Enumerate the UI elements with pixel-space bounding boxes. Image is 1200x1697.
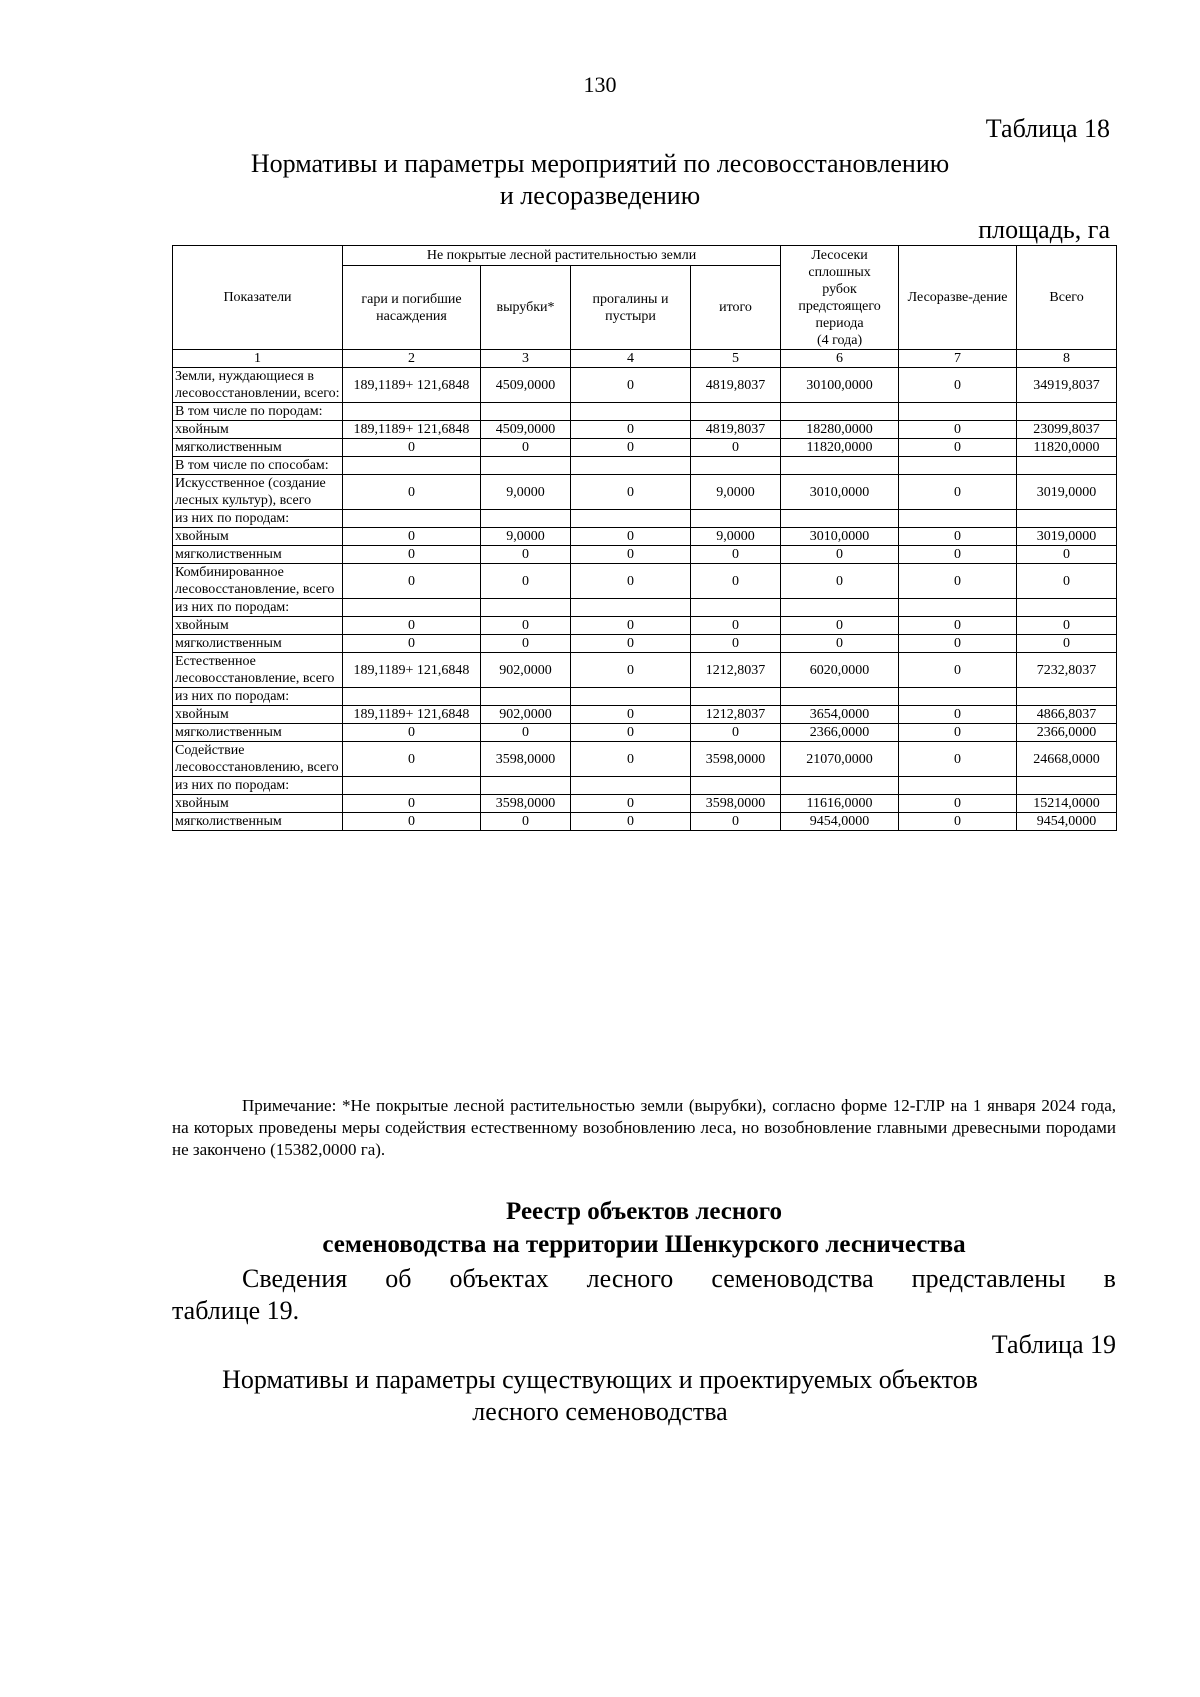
cell-c3: 0 bbox=[481, 724, 571, 742]
registry-paragraph bbox=[172, 1263, 1116, 1327]
row-label: из них по породам: bbox=[173, 688, 343, 706]
cell-c6: 0 bbox=[781, 635, 899, 653]
cell-c5: 0 bbox=[691, 564, 781, 599]
cell-c4: 0 bbox=[571, 528, 691, 546]
registry-heading bbox=[172, 1195, 1116, 1261]
cell-c5: 0 bbox=[691, 813, 781, 831]
cell-c6 bbox=[781, 599, 899, 617]
cell-c2 bbox=[343, 777, 481, 795]
cell-c7: 0 bbox=[899, 546, 1017, 564]
cell-c2: 189,1189+ 121,6848 bbox=[343, 653, 481, 688]
cell-c4 bbox=[571, 457, 691, 475]
registry-word: лесного bbox=[586, 1264, 674, 1293]
cell-c7: 0 bbox=[899, 795, 1017, 813]
table-row bbox=[173, 635, 1117, 653]
cell-c2: 0 bbox=[343, 564, 481, 599]
row-label: хвойным bbox=[173, 528, 343, 546]
row-label: хвойным bbox=[173, 706, 343, 724]
cell-c4: 0 bbox=[571, 813, 691, 831]
registry-word: в bbox=[1103, 1264, 1116, 1293]
table-row bbox=[173, 599, 1117, 617]
page-number: 130 bbox=[583, 72, 617, 97]
cell-c2: 0 bbox=[343, 742, 481, 777]
table-18 bbox=[172, 245, 1117, 831]
header-col6-line4: предстоящего bbox=[798, 298, 881, 314]
cell-c7: 0 bbox=[899, 368, 1017, 403]
cell-c7 bbox=[899, 688, 1017, 706]
cell-c4 bbox=[571, 510, 691, 528]
row-label: хвойным bbox=[173, 421, 343, 439]
cell-c3: 0 bbox=[481, 439, 571, 457]
table-row bbox=[173, 777, 1117, 795]
cell-c4: 0 bbox=[571, 368, 691, 403]
cell-c4: 0 bbox=[571, 546, 691, 564]
table-18-unit: площадь, га bbox=[978, 215, 1110, 244]
cell-c6 bbox=[781, 457, 899, 475]
cell-c8: 3019,0000 bbox=[1017, 528, 1117, 546]
table-row bbox=[173, 795, 1117, 813]
cell-c5 bbox=[691, 599, 781, 617]
registry-word: объектах bbox=[449, 1264, 549, 1293]
note-text: Примечание: *Не покрытые лесной растительностью земли (вырубки), согласно форме 12-ГЛР на 1 января 2024 года, на которых проведены меры содействия естественному возобновлению леса, но возобновление главными древесными породами не закончено (15382,0000 га). bbox=[172, 1096, 1116, 1159]
registry-word: Сведения bbox=[242, 1264, 348, 1293]
cell-c4: 0 bbox=[571, 742, 691, 777]
header-col6-line2: сплошных bbox=[808, 264, 871, 280]
cell-c2: 0 bbox=[343, 528, 481, 546]
cell-c7: 0 bbox=[899, 528, 1017, 546]
cell-c2: 0 bbox=[343, 635, 481, 653]
cell-c5: 0 bbox=[691, 439, 781, 457]
column-number: 7 bbox=[899, 350, 1017, 368]
cell-c6: 30100,0000 bbox=[781, 368, 899, 403]
cell-c5: 3598,0000 bbox=[691, 742, 781, 777]
registry-word: об bbox=[385, 1264, 412, 1293]
cell-c8: 23099,8037 bbox=[1017, 421, 1117, 439]
table-row bbox=[173, 617, 1117, 635]
table-row bbox=[173, 421, 1117, 439]
table-18-title-line2: и лесоразведению bbox=[499, 181, 701, 210]
header-col5: итого bbox=[691, 266, 781, 350]
cell-c4: 0 bbox=[571, 724, 691, 742]
cell-c4: 0 bbox=[571, 439, 691, 457]
cell-c6: 0 bbox=[781, 546, 899, 564]
cell-c3: 0 bbox=[481, 617, 571, 635]
table-18-title-line1: Нормативы и параметры мероприятий по лесовосстановлению bbox=[250, 149, 950, 178]
cell-c6 bbox=[781, 510, 899, 528]
cell-c7: 0 bbox=[899, 706, 1017, 724]
table-19-title-line2: лесного семеноводства bbox=[472, 1397, 728, 1426]
column-number: 3 bbox=[481, 350, 571, 368]
header-col8: Всего bbox=[1017, 246, 1117, 350]
cell-c3: 9,0000 bbox=[481, 475, 571, 510]
row-label: из них по породам: bbox=[173, 777, 343, 795]
cell-c7: 0 bbox=[899, 813, 1017, 831]
cell-c6 bbox=[781, 403, 899, 421]
header-col4: прогалины и пустыри bbox=[571, 266, 691, 350]
cell-c5 bbox=[691, 457, 781, 475]
cell-c8: 11820,0000 bbox=[1017, 439, 1117, 457]
row-label: мягколиственным bbox=[173, 546, 343, 564]
cell-c6: 3010,0000 bbox=[781, 528, 899, 546]
table-row bbox=[173, 368, 1117, 403]
cell-c8: 34919,8037 bbox=[1017, 368, 1117, 403]
cell-c4 bbox=[571, 688, 691, 706]
cell-c5: 1212,8037 bbox=[691, 653, 781, 688]
table-row bbox=[173, 528, 1117, 546]
cell-c6: 3654,0000 bbox=[781, 706, 899, 724]
table-row bbox=[173, 564, 1117, 599]
cell-c2: 189,1189+ 121,6848 bbox=[343, 421, 481, 439]
cell-c8: 3019,0000 bbox=[1017, 475, 1117, 510]
cell-c2: 0 bbox=[343, 475, 481, 510]
cell-c8: 15214,0000 bbox=[1017, 795, 1117, 813]
table-18-title bbox=[150, 148, 1050, 212]
cell-c2: 189,1189+ 121,6848 bbox=[343, 706, 481, 724]
cell-c7: 0 bbox=[899, 653, 1017, 688]
row-label: Комбинированное лесовосстановление, всего bbox=[173, 564, 343, 599]
cell-c8: 0 bbox=[1017, 617, 1117, 635]
header-col3: вырубки* bbox=[481, 266, 571, 350]
cell-c4: 0 bbox=[571, 635, 691, 653]
cell-c3: 4509,0000 bbox=[481, 421, 571, 439]
column-number: 8 bbox=[1017, 350, 1117, 368]
column-number: 4 bbox=[571, 350, 691, 368]
cell-c5: 0 bbox=[691, 617, 781, 635]
table-row bbox=[173, 457, 1117, 475]
header-col6-line6: (4 года) bbox=[816, 332, 863, 348]
cell-c3 bbox=[481, 403, 571, 421]
table-row bbox=[173, 813, 1117, 831]
cell-c8 bbox=[1017, 688, 1117, 706]
table-row bbox=[173, 510, 1117, 528]
cell-c2 bbox=[343, 688, 481, 706]
row-label: мягколиственным bbox=[173, 724, 343, 742]
row-label: из них по породам: bbox=[173, 599, 343, 617]
cell-c7: 0 bbox=[899, 742, 1017, 777]
table-18-label: Таблица 18 bbox=[985, 114, 1110, 143]
table-18-note bbox=[172, 1095, 1116, 1161]
cell-c3 bbox=[481, 457, 571, 475]
header-col6-line5: периода bbox=[815, 315, 864, 331]
header-col6-line3: рубок bbox=[822, 281, 857, 297]
table-row bbox=[173, 742, 1117, 777]
cell-c8 bbox=[1017, 777, 1117, 795]
cell-c5: 0 bbox=[691, 635, 781, 653]
header-col2: гари и погибшие насаждения bbox=[343, 266, 481, 350]
cell-c2: 0 bbox=[343, 795, 481, 813]
cell-c3: 902,0000 bbox=[481, 653, 571, 688]
cell-c5: 9,0000 bbox=[691, 475, 781, 510]
cell-c7: 0 bbox=[899, 617, 1017, 635]
row-label: из них по породам: bbox=[173, 510, 343, 528]
cell-c7: 0 bbox=[899, 439, 1017, 457]
cell-c4: 0 bbox=[571, 475, 691, 510]
registry-heading-line2: семеноводства на территории Шенкурского лесничества bbox=[322, 1231, 966, 1258]
cell-c7 bbox=[899, 457, 1017, 475]
cell-c3 bbox=[481, 599, 571, 617]
column-number: 2 bbox=[343, 350, 481, 368]
header-col7: Лесоразве-дение bbox=[899, 246, 1017, 350]
header-not-covered-group: Не покрытые лесной растительностью земли bbox=[343, 246, 781, 266]
table-19-label: Таблица 19 bbox=[991, 1330, 1116, 1359]
header-indicators: Показатели bbox=[173, 246, 343, 350]
registry-word: семеноводства bbox=[711, 1264, 874, 1293]
cell-c3: 4509,0000 bbox=[481, 368, 571, 403]
table-row bbox=[173, 653, 1117, 688]
row-label: мягколиственным bbox=[173, 813, 343, 831]
column-number-row bbox=[173, 350, 1117, 368]
cell-c8: 7232,8037 bbox=[1017, 653, 1117, 688]
table-19-title-line1: Нормативы и параметры существующих и проектируемых объектов bbox=[222, 1365, 978, 1394]
row-label: Естественное лесовосстановление, всего bbox=[173, 653, 343, 688]
row-label: В том числе по породам: bbox=[173, 403, 343, 421]
cell-c6: 2366,0000 bbox=[781, 724, 899, 742]
cell-c4 bbox=[571, 777, 691, 795]
cell-c4: 0 bbox=[571, 795, 691, 813]
cell-c3: 0 bbox=[481, 635, 571, 653]
registry-heading-line1: Реестр объектов лесного bbox=[506, 1198, 782, 1225]
header-col6 bbox=[781, 246, 899, 350]
cell-c6: 0 bbox=[781, 564, 899, 599]
cell-c8: 0 bbox=[1017, 635, 1117, 653]
cell-c5: 1212,8037 bbox=[691, 706, 781, 724]
cell-c8: 0 bbox=[1017, 546, 1117, 564]
cell-c2: 0 bbox=[343, 546, 481, 564]
cell-c4: 0 bbox=[571, 653, 691, 688]
cell-c5 bbox=[691, 777, 781, 795]
cell-c6 bbox=[781, 777, 899, 795]
cell-c3: 0 bbox=[481, 813, 571, 831]
cell-c6: 3010,0000 bbox=[781, 475, 899, 510]
cell-c7 bbox=[899, 777, 1017, 795]
cell-c7: 0 bbox=[899, 564, 1017, 599]
cell-c5: 0 bbox=[691, 724, 781, 742]
table-row bbox=[173, 724, 1117, 742]
cell-c8 bbox=[1017, 510, 1117, 528]
cell-c4 bbox=[571, 403, 691, 421]
table-row bbox=[173, 706, 1117, 724]
cell-c2: 189,1189+ 121,6848 bbox=[343, 368, 481, 403]
row-label: мягколиственным bbox=[173, 439, 343, 457]
cell-c4: 0 bbox=[571, 564, 691, 599]
cell-c6: 9454,0000 bbox=[781, 813, 899, 831]
row-label: Искусственное (создание лесных культур), всего bbox=[173, 475, 343, 510]
cell-c7: 0 bbox=[899, 475, 1017, 510]
cell-c8: 9454,0000 bbox=[1017, 813, 1117, 831]
column-number: 6 bbox=[781, 350, 899, 368]
cell-c8: 2366,0000 bbox=[1017, 724, 1117, 742]
cell-c3: 0 bbox=[481, 546, 571, 564]
cell-c5: 9,0000 bbox=[691, 528, 781, 546]
cell-c6: 0 bbox=[781, 617, 899, 635]
cell-c2 bbox=[343, 599, 481, 617]
row-label: хвойным bbox=[173, 795, 343, 813]
cell-c4: 0 bbox=[571, 421, 691, 439]
cell-c3: 3598,0000 bbox=[481, 795, 571, 813]
cell-c6: 6020,0000 bbox=[781, 653, 899, 688]
table-row bbox=[173, 403, 1117, 421]
cell-c3 bbox=[481, 777, 571, 795]
cell-c8: 4866,8037 bbox=[1017, 706, 1117, 724]
cell-c4 bbox=[571, 599, 691, 617]
registry-paragraph-line1 bbox=[172, 1263, 1116, 1295]
cell-c6 bbox=[781, 688, 899, 706]
cell-c2 bbox=[343, 457, 481, 475]
cell-c7: 0 bbox=[899, 421, 1017, 439]
cell-c8 bbox=[1017, 599, 1117, 617]
cell-c2 bbox=[343, 510, 481, 528]
cell-c2: 0 bbox=[343, 439, 481, 457]
cell-c5: 4819,8037 bbox=[691, 421, 781, 439]
cell-c7 bbox=[899, 510, 1017, 528]
cell-c6: 11616,0000 bbox=[781, 795, 899, 813]
row-label: Земли, нуждающиеся в лесовосстановлении, всего: bbox=[173, 368, 343, 403]
cell-c3: 9,0000 bbox=[481, 528, 571, 546]
cell-c2: 0 bbox=[343, 724, 481, 742]
cell-c8: 24668,0000 bbox=[1017, 742, 1117, 777]
cell-c7 bbox=[899, 599, 1017, 617]
cell-c6: 21070,0000 bbox=[781, 742, 899, 777]
row-label: мягколиственным bbox=[173, 635, 343, 653]
cell-c3: 3598,0000 bbox=[481, 742, 571, 777]
row-label: Содействие лесовосстановлению, всего bbox=[173, 742, 343, 777]
cell-c2: 0 bbox=[343, 813, 481, 831]
column-number: 1 bbox=[173, 350, 343, 368]
table-row bbox=[173, 688, 1117, 706]
table-row bbox=[173, 475, 1117, 510]
registry-word: представлены bbox=[911, 1264, 1066, 1293]
cell-c7 bbox=[899, 403, 1017, 421]
cell-c8: 0 bbox=[1017, 564, 1117, 599]
cell-c4: 0 bbox=[571, 617, 691, 635]
cell-c5 bbox=[691, 688, 781, 706]
cell-c3: 0 bbox=[481, 564, 571, 599]
row-label: В том числе по способам: bbox=[173, 457, 343, 475]
cell-c3 bbox=[481, 688, 571, 706]
cell-c5 bbox=[691, 403, 781, 421]
cell-c4: 0 bbox=[571, 706, 691, 724]
table-19-title bbox=[150, 1364, 1050, 1428]
cell-c6: 11820,0000 bbox=[781, 439, 899, 457]
column-number: 5 bbox=[691, 350, 781, 368]
registry-paragraph-line2: таблице 19. bbox=[172, 1296, 300, 1325]
cell-c8 bbox=[1017, 457, 1117, 475]
cell-c7: 0 bbox=[899, 635, 1017, 653]
table-row bbox=[173, 546, 1117, 564]
table-18-body bbox=[173, 368, 1117, 831]
row-label: хвойным bbox=[173, 617, 343, 635]
cell-c5: 0 bbox=[691, 546, 781, 564]
cell-c8 bbox=[1017, 403, 1117, 421]
cell-c3 bbox=[481, 510, 571, 528]
cell-c5 bbox=[691, 510, 781, 528]
cell-c2 bbox=[343, 403, 481, 421]
table-row bbox=[173, 439, 1117, 457]
cell-c5: 3598,0000 bbox=[691, 795, 781, 813]
header-col6-line1: Лесосеки bbox=[811, 247, 868, 263]
cell-c5: 4819,8037 bbox=[691, 368, 781, 403]
cell-c3: 902,0000 bbox=[481, 706, 571, 724]
cell-c7: 0 bbox=[899, 724, 1017, 742]
cell-c2: 0 bbox=[343, 617, 481, 635]
cell-c6: 18280,0000 bbox=[781, 421, 899, 439]
